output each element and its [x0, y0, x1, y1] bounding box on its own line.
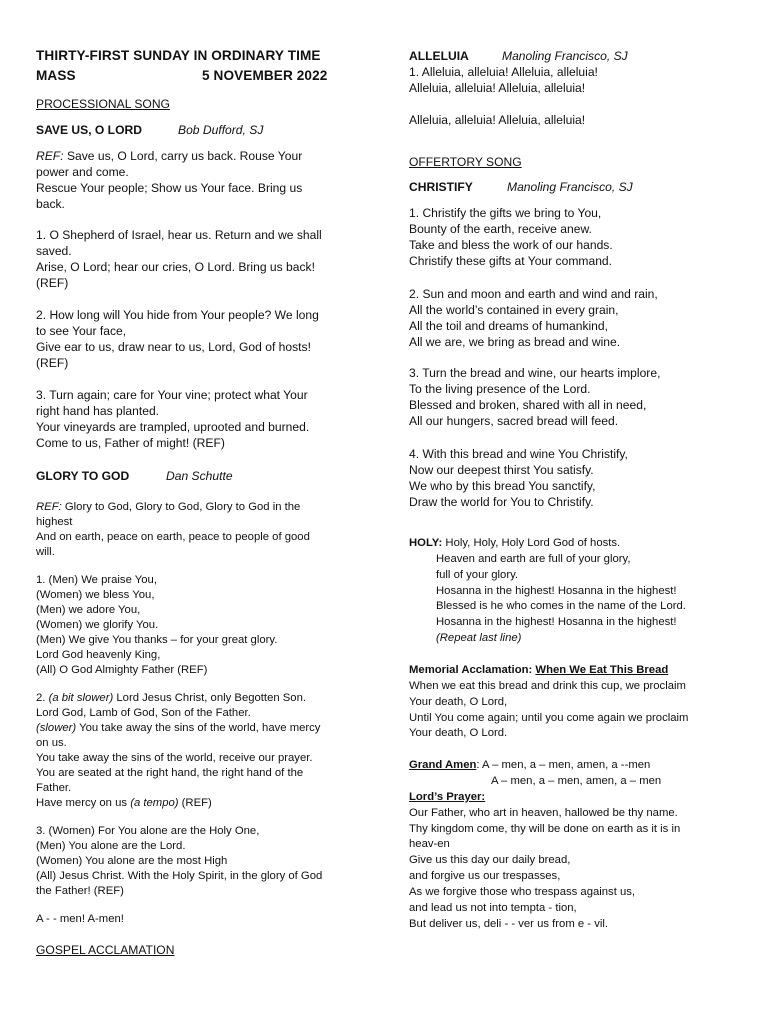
- composer-francisco-2: Manoling Francisco, SJ: [507, 180, 633, 194]
- lyric-line: When we eat this bread and drink this cup, we proclaim: [409, 680, 686, 692]
- lyric-line: Now our deepest thirst You satisfy.: [409, 463, 594, 477]
- ref-label: REF:: [36, 501, 62, 513]
- gloria-amen: A - - men! A-men!: [36, 913, 124, 925]
- lyric-line: Alleluia, alleluia! Alleluia, alleluia!: [409, 81, 586, 95]
- lyric-line: (Men) You alone are the Lord.: [36, 840, 186, 852]
- lyric-line: As we forgive those who trespass against us,: [409, 886, 636, 898]
- lyric-line: on us.: [36, 737, 67, 749]
- lyric-line: Alleluia, alleluia! Alleluia, alleluia!: [409, 113, 586, 127]
- ref-text: Save us, O Lord, carry us back. Rouse Your: [66, 149, 303, 163]
- lyric-line: back.: [36, 197, 65, 211]
- lyric-line: (Men) We give You thanks – for your great glory.: [36, 634, 278, 646]
- lyric-line: and forgive us our trespasses,: [409, 870, 561, 882]
- composer-francisco: Manoling Francisco, SJ: [502, 49, 628, 63]
- lyric-line: 1. O Shepherd of Israel, hear us. Return and we shall: [36, 228, 322, 242]
- lords-prayer-label: Lord’s Prayer:: [409, 791, 486, 803]
- lyric-line: Father.: [36, 782, 72, 794]
- lyric-line: highest: [36, 516, 73, 528]
- section-gospel-acclamation: GOSPEL ACCLAMATION: [36, 943, 175, 957]
- lyric-line: saved.: [36, 244, 72, 258]
- song-title-save-us: SAVE US, O LORD: [36, 123, 142, 137]
- lyric-line: Draw the world for You to Christify.: [409, 495, 594, 509]
- lyric-line: 2. (a bit slower) Lord Jesus Christ, only Begotten Son.: [36, 692, 307, 704]
- composer-dufford: Bob Dufford, SJ: [178, 123, 264, 137]
- ref-label: REF:: [36, 149, 64, 163]
- lyric-line: A – men, a – men, amen, a – men: [491, 775, 662, 787]
- lyric-line: right hand has planted.: [36, 404, 160, 418]
- lyric-line: Your death, O Lord,: [409, 696, 508, 708]
- lyric-line: (Men) we adore You,: [36, 604, 141, 616]
- ref-text: Glory to God, Glory to God, Glory to God in the: [64, 501, 301, 513]
- lyric-line: 2. How long will You hide from Your people? We long: [36, 308, 319, 322]
- lyric-line: (Women) You alone are the most High: [36, 855, 228, 867]
- lyric-line: heav-en: [409, 838, 450, 850]
- lyric-line: power and come.: [36, 165, 129, 179]
- lyric-line: 1. Alleluia, alleluia! Alleluia, alleluia!: [409, 65, 598, 79]
- lyric-line: We who by this bread You sanctify,: [409, 479, 596, 493]
- lyric-line: to see Your face,: [36, 324, 127, 338]
- repeat-note: (Repeat last line): [436, 632, 522, 644]
- lyric-line: and lead us not into tempta - tion,: [409, 902, 577, 914]
- lyric-line: (Women) we bless You,: [36, 589, 155, 601]
- mass-date: 5 NOVEMBER 2022: [202, 68, 328, 83]
- lyric-line: Christify these gifts at Your command.: [409, 254, 613, 268]
- lyric-line: Lord God heavenly King,: [36, 649, 161, 661]
- gloria-ref-line: [36, 499, 300, 515]
- lyric-line: All we are, we bring as bread and wine.: [409, 335, 621, 349]
- lyric-line: Blessed is he who comes in the name of the Lord.: [436, 600, 686, 612]
- lyric-line: 2. Sun and moon and earth and wind and rain,: [409, 287, 658, 301]
- lyric-line: 3. (Women) For You alone are the Holy One,: [36, 825, 260, 837]
- lyric-line: 3. Turn again; care for Your vine; protect what Your: [36, 388, 308, 402]
- lyric-line: Our Father, who art in heaven, hallowed be thy name.: [409, 807, 678, 819]
- lyric-line: 1. (Men) We praise You,: [36, 574, 157, 586]
- lyric-line: the Father! (REF): [36, 885, 124, 897]
- lyric-line: Take and bless the work of our hands.: [409, 238, 613, 252]
- lyric-line: Arise, O Lord; hear our cries, O Lord. Bring us back!: [36, 260, 315, 274]
- lyric-line: Blessed and broken, shared with all in need,: [409, 398, 647, 412]
- memorial-label: Memorial Acclamation:: [409, 664, 533, 676]
- lyric-line: Until You come again; until you come again we proclaim: [409, 712, 689, 724]
- song-title-glory: GLORY TO GOD: [36, 469, 130, 483]
- grand-amen-label: Grand Amen: [409, 759, 477, 771]
- lyric-line: will.: [36, 546, 55, 558]
- holy-label: HOLY:: [409, 537, 443, 549]
- song-title-alleluia: ALLELUIA: [409, 49, 469, 63]
- lyric-line: (REF): [36, 356, 69, 370]
- lyric-line: 3. Turn the bread and wine, our hearts implore,: [409, 366, 661, 380]
- lyric-line: Your death, O Lord.: [409, 727, 508, 739]
- lyric-line: Thy kingdom come, thy will be done on earth as it is in: [409, 823, 681, 835]
- lyric-line: (All) Jesus Christ. With the Holy Spirit, in the glory of God: [36, 870, 323, 882]
- lyric-line: All our hungers, sacred bread will feed.: [409, 414, 619, 428]
- memorial-heading: [409, 662, 668, 678]
- page-title: THIRTY-FIRST SUNDAY IN ORDINARY TIME: [36, 48, 321, 63]
- tempo-note: (a bit slower): [48, 692, 114, 704]
- lyric-line: 1. Christify the gifts we bring to You,: [409, 206, 602, 220]
- section-processional: PROCESSIONAL SONG: [36, 97, 170, 111]
- lyric-line: Hosanna in the highest! Hosanna in the highest!: [436, 616, 677, 628]
- holy-first-line: HOLY: Holy, Holy, Holy Lord God of hosts.: [409, 537, 621, 549]
- lyric-line: (slower) You take away the sins of the world, have mercy: [36, 722, 321, 734]
- lyric-line: Heaven and earth are full of your glory,: [436, 553, 631, 565]
- lyric-line: All the toil and dreams of humankind,: [409, 319, 608, 333]
- lyric-line: Bounty of the earth, receive anew.: [409, 222, 592, 236]
- lyric-line: Your vineyards are trampled, uprooted and burned.: [36, 420, 310, 434]
- mass-label: MASS: [36, 68, 76, 83]
- lyric-line: (Women) we glorify You.: [36, 619, 159, 631]
- grand-amen-line: Grand Amen: A – men, a – men, amen, a --men: [409, 759, 651, 771]
- lyric-line: full of your glory.: [436, 569, 519, 581]
- section-offertory: OFFERTORY SONG: [409, 155, 522, 169]
- lyric-line: To the living presence of the Lord.: [409, 382, 591, 396]
- lyric-line: And on earth, peace on earth, peace to people of good: [36, 531, 310, 543]
- lyric-line: You are seated at the right hand, the right hand of the: [36, 767, 304, 779]
- lyric-line: Hosanna in the highest! Hosanna in the highest!: [436, 585, 677, 597]
- lyric-line: You take away the sins of the world, receive our prayer.: [36, 752, 313, 764]
- lyric-line: Have mercy on us (a tempo) (REF): [36, 797, 212, 809]
- lyric-line: Come to us, Father of might! (REF): [36, 436, 225, 450]
- song-title-christify: CHRISTIFY: [409, 180, 473, 194]
- tempo-note: (slower): [36, 722, 77, 734]
- lyric-line: (REF): [36, 276, 69, 290]
- tempo-note: (a tempo): [130, 797, 179, 809]
- lyric-line: 4. With this bread and wine You Christify,: [409, 447, 628, 461]
- composer-schutte: Dan Schutte: [166, 469, 233, 483]
- memorial-title: When We Eat This Bread: [535, 664, 669, 676]
- lyric-line: But deliver us, deli - - ver us from e - vil.: [409, 918, 609, 930]
- processional-ref-line: [36, 148, 302, 164]
- lyric-line: Give us this day our daily bread,: [409, 854, 571, 866]
- lyric-line: Lord God, Lamb of God, Son of the Father.: [36, 707, 251, 719]
- lyric-line: (All) O God Almighty Father (REF): [36, 664, 208, 676]
- lyric-line: Give ear to us, draw near to us, Lord, God of hosts!: [36, 340, 311, 354]
- lyric-line: All the world’s contained in every grain,: [409, 303, 619, 317]
- lyric-line: Rescue Your people; Show us Your face. Bring us: [36, 181, 303, 195]
